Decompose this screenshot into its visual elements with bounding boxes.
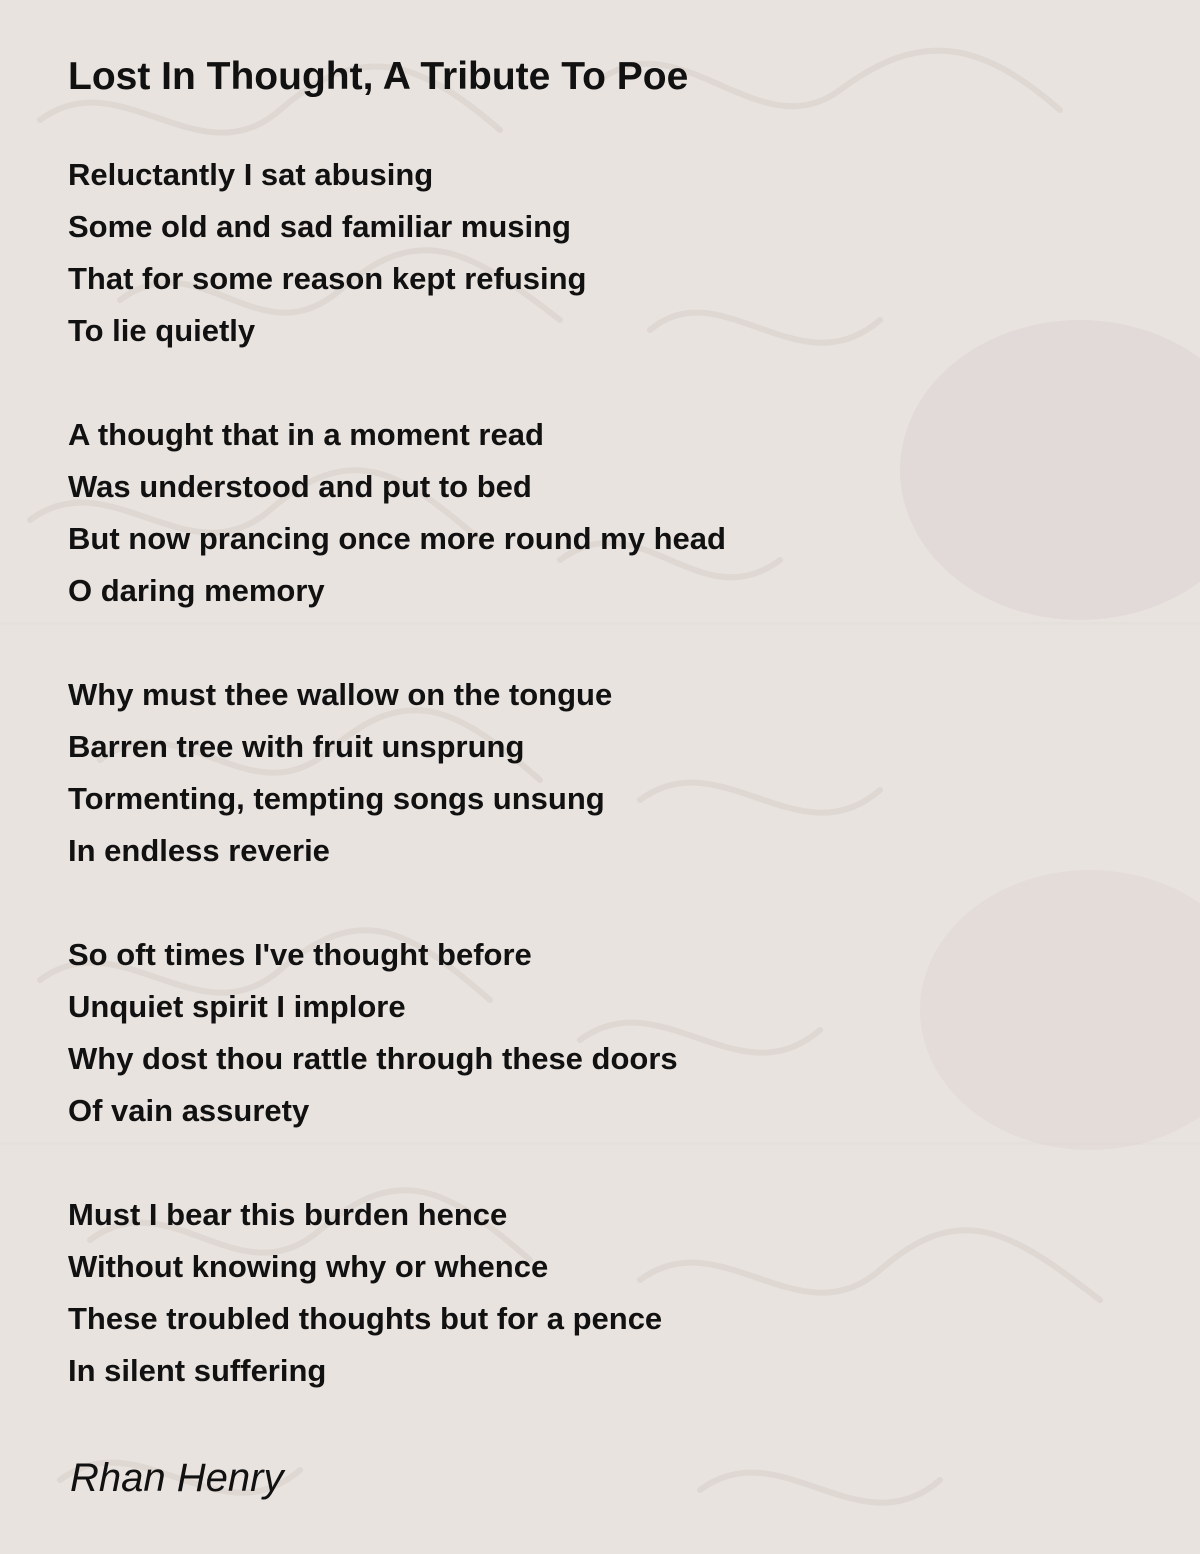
poem-line: Was understood and put to bed [68, 469, 532, 504]
poem-line: Why dost thou rattle through these doors [68, 1041, 678, 1076]
poem-line: But now prancing once more round my head [68, 521, 726, 556]
poem-body [68, 149, 1148, 1449]
stanza [68, 409, 1148, 617]
poem-line: These troubled thoughts but for a pence [68, 1301, 663, 1336]
poem-line: Unquiet spirit I implore [68, 989, 406, 1024]
poem-line: That for some reason kept refusing [68, 261, 587, 296]
poem-line: Why must thee wallow on the tongue [68, 677, 613, 712]
stanza [68, 669, 1148, 877]
poem-line: To lie quietly [68, 313, 256, 348]
stanza [68, 149, 1148, 357]
poem-line: Without knowing why or whence [68, 1249, 549, 1284]
poem-line: Of vain assurety [68, 1093, 310, 1128]
poem-line: Reluctantly I sat abusing [68, 157, 434, 192]
poem-author: Rhan Henry [70, 1456, 284, 1500]
poem-line: In endless reverie [68, 833, 330, 868]
stanza [68, 1189, 1148, 1397]
poem-line: Must I bear this burden hence [68, 1197, 508, 1232]
poem-line: Some old and sad familiar musing [68, 209, 571, 244]
poem-line: Tormenting, tempting songs unsung [68, 781, 605, 816]
poem-line: O daring memory [68, 573, 325, 608]
poem-line: Barren tree with fruit unsprung [68, 729, 525, 764]
poem-line: A thought that in a moment read [68, 417, 544, 452]
poem-line: So oft times I've thought before [68, 937, 532, 972]
poem-title: Lost In Thought, A Tribute To Poe [68, 55, 689, 98]
stanza [68, 929, 1148, 1137]
poem-line: In silent suffering [68, 1353, 327, 1388]
